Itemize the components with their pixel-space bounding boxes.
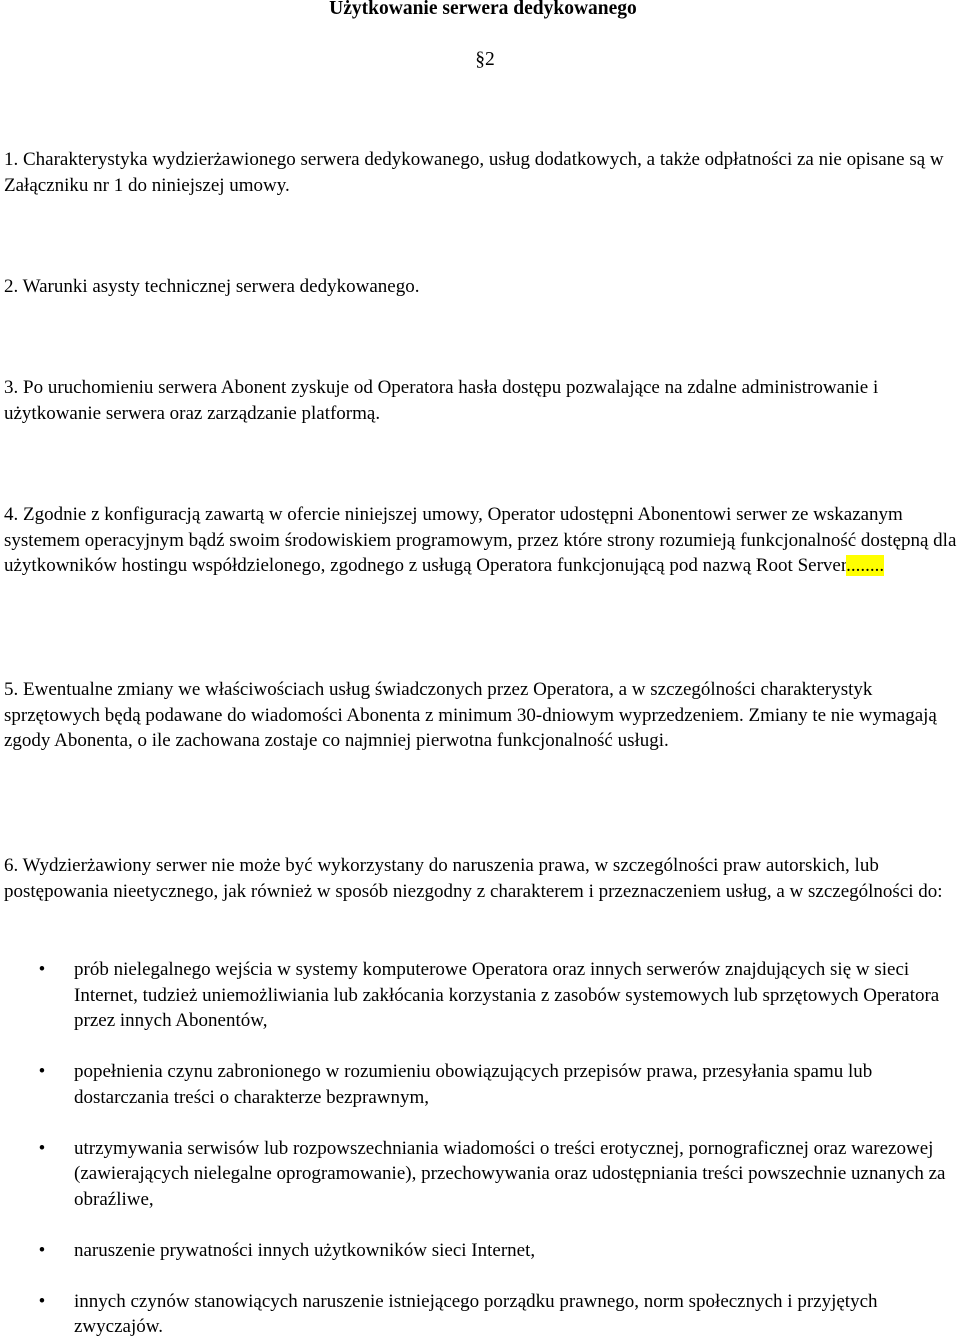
paragraph-5: 5. Ewentualne zmiany we właściwościach usług świadczonych przez Operatora, a w szczególności charakterystyk sprzętowych będą podawane do wiadomości Abonenta z minimum 30-dniowym wyprzedzeniem. Zmiany te nie wymagają zgody Abonenta, o ile zachowana zostaje co najmniej pierwotna funkcjonalność usługi.	[4, 679, 937, 751]
paragraph-6: 6. Wydzierżawiony serwer nie może być wykorzystany do naruszenia prawa, w szczególności praw autorskich, lub postępowania nieetycznego, jak również w sposób niezgodny z charakterem i przeznaczeniem usług, a w szczególności do:	[4, 855, 943, 902]
bullet-icon: •	[38, 1290, 46, 1312]
list-item-text: utrzymywania serwisów lub rozpowszechniania wiadomości o treści erotycznej, pornograficznej oraz warezowej (zawierających nielegalne oprogramowanie), przechowywania oraz udostępniania treści powszechnie uznanych za obraźliwe,	[74, 1137, 946, 1210]
list-item-text: innych czynów stanowiących naruszenie istniejącego porządku prawnego, norm społecznych i przyjętych zwyczajów.	[74, 1290, 878, 1337]
paragraph-4	[4, 502, 959, 579]
paragraph-4-text: 4. Zgodnie z konfiguracją zawartą w ofercie niniejszej umowy, Operator udostępni Abonentowi serwer ze wskazanym systemem operacyjnym bądź swoim środowiskiem programowym, przez które strony rozumieją funkcjonalność dostępną dla użytkowników hostingu współdzielonego, zgodnego z usługą Operatora funkcjonującą pod nazwą Root Server	[4, 504, 957, 576]
list-item-text: naruszenie prywatności innych użytkowników sieci Internet,	[74, 1239, 536, 1261]
paragraph-1: 1. Charakterystyka wydzierżawionego serwera dedykowanego, usług dodatkowych, a także odpłatności za nie opisane są w Załączniku nr 1 do niniejszej umowy.	[4, 149, 944, 196]
paragraph-2: 2. Warunki asysty technicznej serwera dedykowanego.	[4, 276, 420, 297]
bullet-icon: •	[38, 1137, 46, 1159]
list-item	[0, 1136, 960, 1213]
list-item-text: prób nielegalnego wejścia w systemy komputerowe Operatora oraz innych serwerów znajdujących się w sieci Internet, tudzież uniemożliwiania lub zakłócania korzystania z zasobów systemowych lub sprzętowych Operatora przez innych Abonentów,	[74, 959, 940, 1031]
prohibited-uses-list	[0, 957, 960, 1340]
section-number: §2	[475, 49, 495, 70]
list-item	[0, 1238, 960, 1264]
list-item	[0, 1289, 960, 1340]
highlighted-placeholder: ........	[846, 555, 885, 576]
document-title: Użytkowanie serwera dedykowanego	[329, 0, 637, 19]
bullet-icon: •	[38, 1061, 46, 1082]
list-item-text: popełnienia czynu zabronionego w rozumieniu obowiązujących przepisów prawa, przesyłania spamu lub dostarczania treści o charakterze bezprawnym,	[74, 1061, 873, 1108]
bullet-icon: •	[38, 959, 46, 980]
list-item	[0, 957, 960, 1034]
list-item	[0, 1059, 960, 1110]
bullet-icon: •	[38, 1239, 46, 1261]
paragraph-3: 3. Po uruchomieniu serwera Abonent zyskuje od Operatora hasła dostępu pozwalające na zdalne administrowanie i użytkowanie serwera oraz zarządzanie platformą.	[4, 377, 879, 424]
